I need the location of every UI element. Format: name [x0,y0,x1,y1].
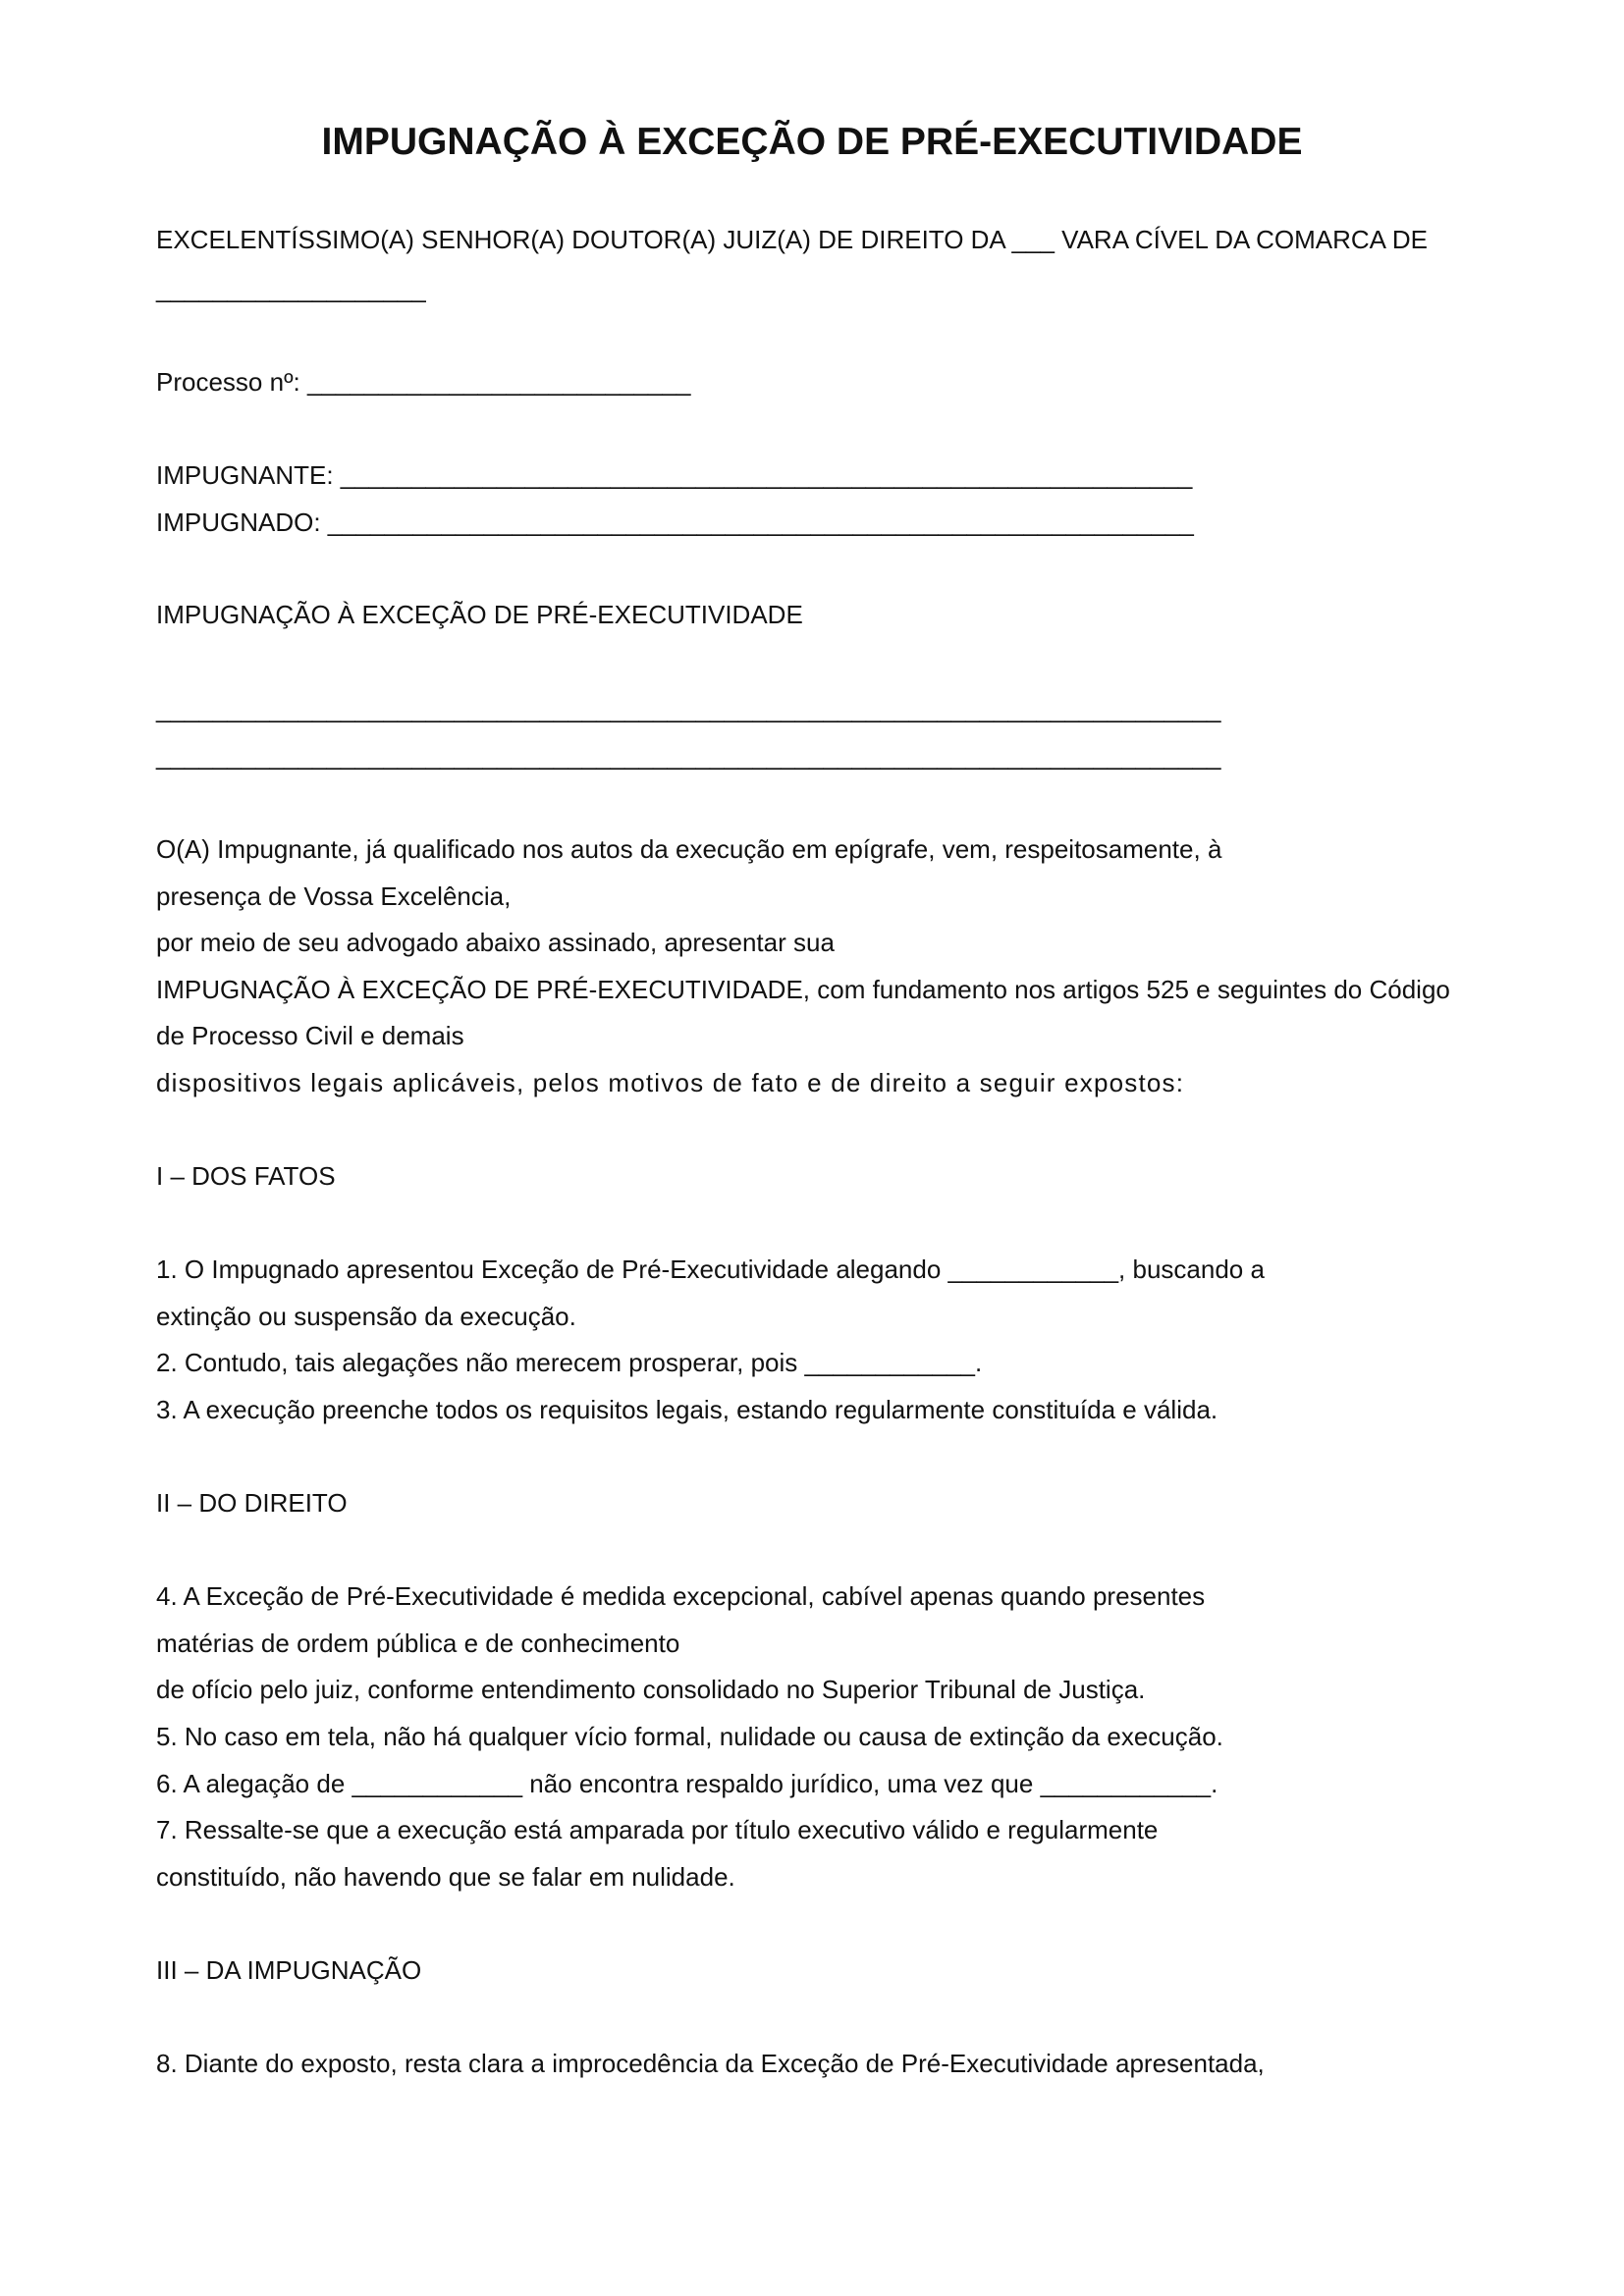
intro-paragraph-line: por meio de seu advogado abaixo assinado, apresentar sua [156,928,835,957]
facts-line: 3. A execução preenche todos os requisitos legais, estando regularmente constituída e válida. [156,1395,1218,1424]
facts-line: 1. O Impugnado apresentou Exceção de Pré-Executividade alegando ____________, buscando a [156,1255,1265,1284]
comarca-blank-line: ___________________ [156,274,426,303]
blank-line: ___________________________________________________________________________ [156,694,1221,723]
impugnado-field: IMPUGNADO: _____________________________________________________________ [156,507,1194,537]
impugnante-field: IMPUGNANTE: ____________________________________________________________ [156,460,1193,490]
section-heading-law: II – DO DIREITO [156,1488,348,1518]
intro-paragraph-line: de Processo Civil e demais [156,1021,464,1050]
law-line: 5. No caso em tela, não há qualquer vício formal, nulidade ou causa de extinção da execução. [156,1722,1223,1751]
facts-line: 2. Contudo, tais alegações não merecem prosperar, pois ____________. [156,1348,983,1377]
document-subtitle: IMPUGNAÇÃO À EXCEÇÃO DE PRÉ-EXECUTIVIDADE [156,600,803,629]
law-line: de ofício pelo juiz, conforme entendimento consolidado no Superior Tribunal de Justiça. [156,1675,1146,1704]
section-heading-facts: I – DOS FATOS [156,1161,336,1191]
law-line: constituído, não havendo que se falar em nulidade. [156,1862,735,1892]
impugnation-line: 8. Diante do exposto, resta clara a improcedência da Exceção de Pré-Executividade apresentada, [156,2049,1265,2078]
section-heading-impugnation: III – DA IMPUGNAÇÃO [156,1955,422,1985]
law-line: 7. Ressalte-se que a execução está amparada por título executivo válido e regularmente [156,1815,1159,1844]
law-line: 4. A Exceção de Pré-Executividade é medida excepcional, cabível apenas quando presentes [156,1581,1206,1611]
document-title: IMPUGNAÇÃO À EXCEÇÃO DE PRÉ-EXECUTIVIDADE [321,121,1303,163]
intro-paragraph-line: O(A) Impugnante, já qualificado nos autos da execução em epígrafe, vem, respeitosamente, à [156,834,1222,864]
law-line: 6. A alegação de ____________ não encontra respaldo jurídico, uma vez que ____________. [156,1769,1218,1798]
intro-paragraph-line: presença de Vossa Excelência, [156,881,512,911]
court-address-line: EXCELENTÍSSIMO(A) SENHOR(A) DOUTOR(A) JUIZ(A) DE DIREITO DA ___ VARA CÍVEL DA COMARCA DE [156,225,1428,254]
law-line: matérias de ordem pública e de conhecimento [156,1629,680,1658]
intro-paragraph-line: dispositivos legais aplicáveis, pelos motivos de fato e de direito a seguir expostos: [156,1068,1185,1097]
blank-line: ___________________________________________________________________________ [156,741,1221,771]
process-number-field: Processo nº: ___________________________ [156,367,691,397]
facts-line: extinção ou suspensão da execução. [156,1302,576,1331]
intro-paragraph-line: IMPUGNAÇÃO À EXCEÇÃO DE PRÉ-EXECUTIVIDADE, com fundamento nos artigos 525 e seguintes do Código [156,975,1450,1004]
